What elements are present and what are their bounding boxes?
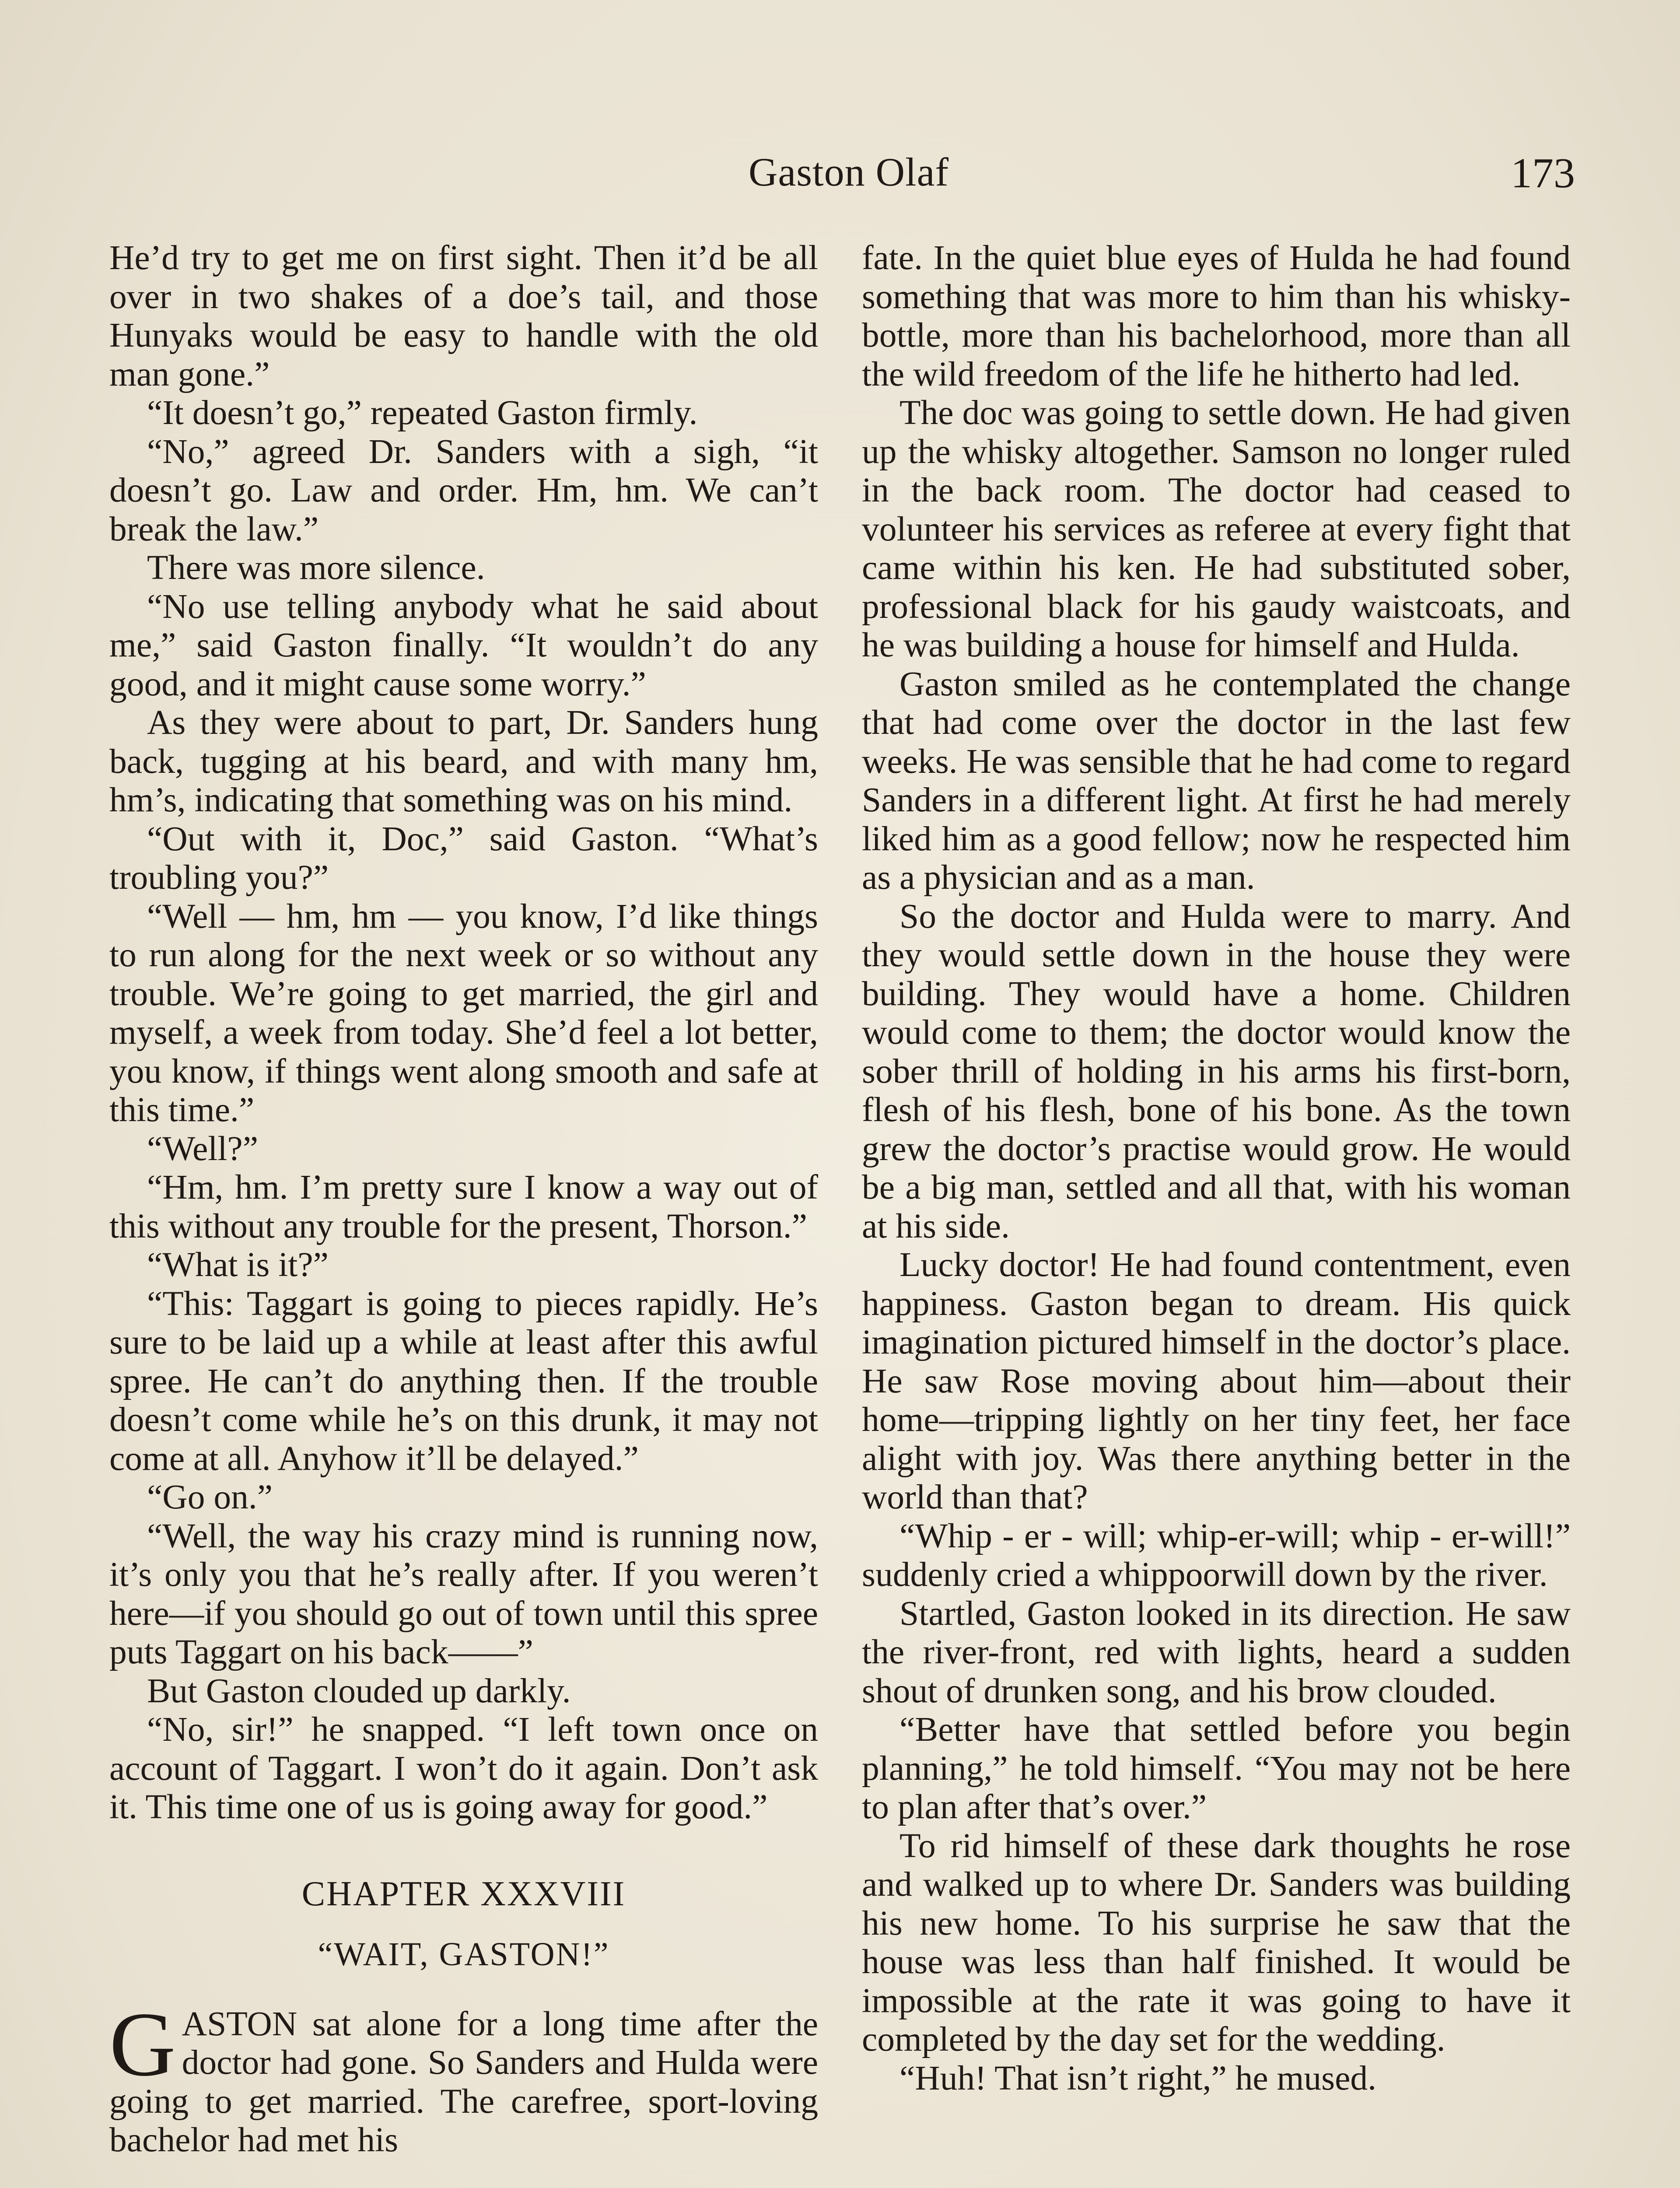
paragraph: Gaston smiled as he contemplated the change that had come over the doctor in the last few weeks. He was sensible that he had come to regard Sanders in a different light. At first he had merely liked him as a good fellow; now he respected him as a physician and as a man. <box>862 664 1571 897</box>
paragraph: “No use telling anybody what he said about me,” said Gaston finally. “It wouldn’t do any good, and it might cause some worry.” <box>109 587 818 703</box>
paragraph: The doc was going to settle down. He had given up the whisky altogether. Samson no longer ruled in the back room. The doctor had ceased to volunteer his services as referee at every fight that came within his ken. He had substituted sober, professional black for his gaudy waistcoats, and he was building a house for himself and Hulda. <box>862 393 1571 664</box>
paragraph: “Huh! That isn’t right,” he mused. <box>900 2058 1376 2097</box>
paragraph: “Whip - er - will; whip-er-will; whip - er-will!” suddenly cried a whippoorwill down by the river. <box>862 1516 1571 1594</box>
paragraph: fate. In the quiet blue eyes of Hulda he had found something that was more to him than his whisky-bottle, more than his bachelorhood, more than all the wild freedom of the life he hitherto had led. <box>862 238 1571 393</box>
paragraph: “It doesn’t go,” repeated Gaston firmly. <box>147 393 698 432</box>
paragraph: “Go on.” <box>147 1478 273 1516</box>
page-number: 173 <box>1511 150 1575 197</box>
paragraph: “Out with it, Doc,” said Gaston. “What’s troubling you?” <box>109 819 818 897</box>
paragraph: “Hm, hm. I’m pretty sure I know a way out of this without any trouble for the present, Thorson.” <box>109 1168 818 1245</box>
paragraph: There was more silence. <box>147 548 485 587</box>
paragraph: He’d try to get me on first sight. Then it’d be all over in two shakes of a doe’s tail, and those Hunyaks would be easy to handle with the old man gone.” <box>109 238 818 393</box>
paragraph: “No, sir!” he snapped. “I left town once on account of Taggart. I won’t do it again. Don’t ask it. This time one of us is going away for good.” <box>109 1710 818 1826</box>
paragraph: “Well, the way his crazy mind is running now, it’s only you that he’s really after. If you weren’t here—if you should go out of town until this spree puts Taggart on his back——” <box>109 1516 818 1671</box>
paragraph: Startled, Gaston looked in its direction. He saw the river-front, red with lights, heard a sudden shout of drunken song, and his brow clouded. <box>862 1594 1571 1710</box>
chapter-heading: CHAPTER XXXVIII <box>301 1874 626 1913</box>
paragraph: As they were about to part, Dr. Sanders hung back, tugging at his beard, and with many hm, hm’s, indicating that something was on his mind. <box>109 703 818 819</box>
paragraph: “Well — hm, hm — you know, I’d like things to run along for the next week or so without any trouble. We’re going to get married, the girl and myself, a week from today. She’d feel a lot better, you know, if things went along smooth and safe at this time.” <box>109 897 818 1129</box>
running-title: Gaston Olaf <box>748 150 949 194</box>
right-column <box>862 238 1571 2097</box>
paragraph: “This: Taggart is going to pieces rapidly. He’s sure to be laid up a while at least after this awful spree. He can’t do anything then. If the trouble doesn’t come while he’s on this drunk, it may not come at all. Anyhow it’ll be delayed.” <box>109 1284 818 1478</box>
paragraph: “No,” agreed Dr. Sanders with a sigh, “it doesn’t go. Law and order. Hm, hm. We can’t break the law.” <box>109 432 818 548</box>
chapter-title: “WAIT, GASTON!” <box>318 1936 610 1973</box>
paragraph: To rid himself of these dark thoughts he rose and walked up to where Dr. Sanders was building his new home. To his surprise he saw that the house was less than half finished. It would be impossible at the rate it was going to have it completed by the day set for the wedding. <box>862 1826 1571 2058</box>
left-column <box>109 238 818 2160</box>
paragraph: Lucky doctor! He had found contentment, even happiness. Gaston began to dream. His quick imagination pictured himself in the doctor’s place. He saw Rose moving about him—about their home—tripping lightly on her tiny feet, her face alight with joy. Was there anything better in the world than that? <box>862 1245 1571 1516</box>
paragraph: So the doctor and Hulda were to marry. And they would settle down in the house they were building. They would have a home. Children would come to them; the doctor would know the sober thrill of holding in his arms his first-born, flesh of his flesh, bone of his bone. As the town grew the doctor’s practise would grow. He would be a big man, settled and all that, with his woman at his side. <box>862 897 1571 1245</box>
paragraph: “Better have that settled before you begin planning,” he told himself. “You may not be here to plan after that’s over.” <box>862 1710 1571 1826</box>
paragraph-text: ASTON sat alone for a long time after the doctor had gone. So Sanders and Hulda were going to get married. The carefree, sport-loving bachelor had met his <box>109 2004 818 2159</box>
running-head <box>0 131 1680 197</box>
drop-cap: G <box>109 1993 176 2095</box>
paragraph: “Well?” <box>147 1129 258 1168</box>
paragraph: “What is it?” <box>147 1245 329 1284</box>
chapter-opening-paragraph <box>109 1993 818 2160</box>
paragraph: But Gaston clouded up darkly. <box>147 1671 571 1710</box>
